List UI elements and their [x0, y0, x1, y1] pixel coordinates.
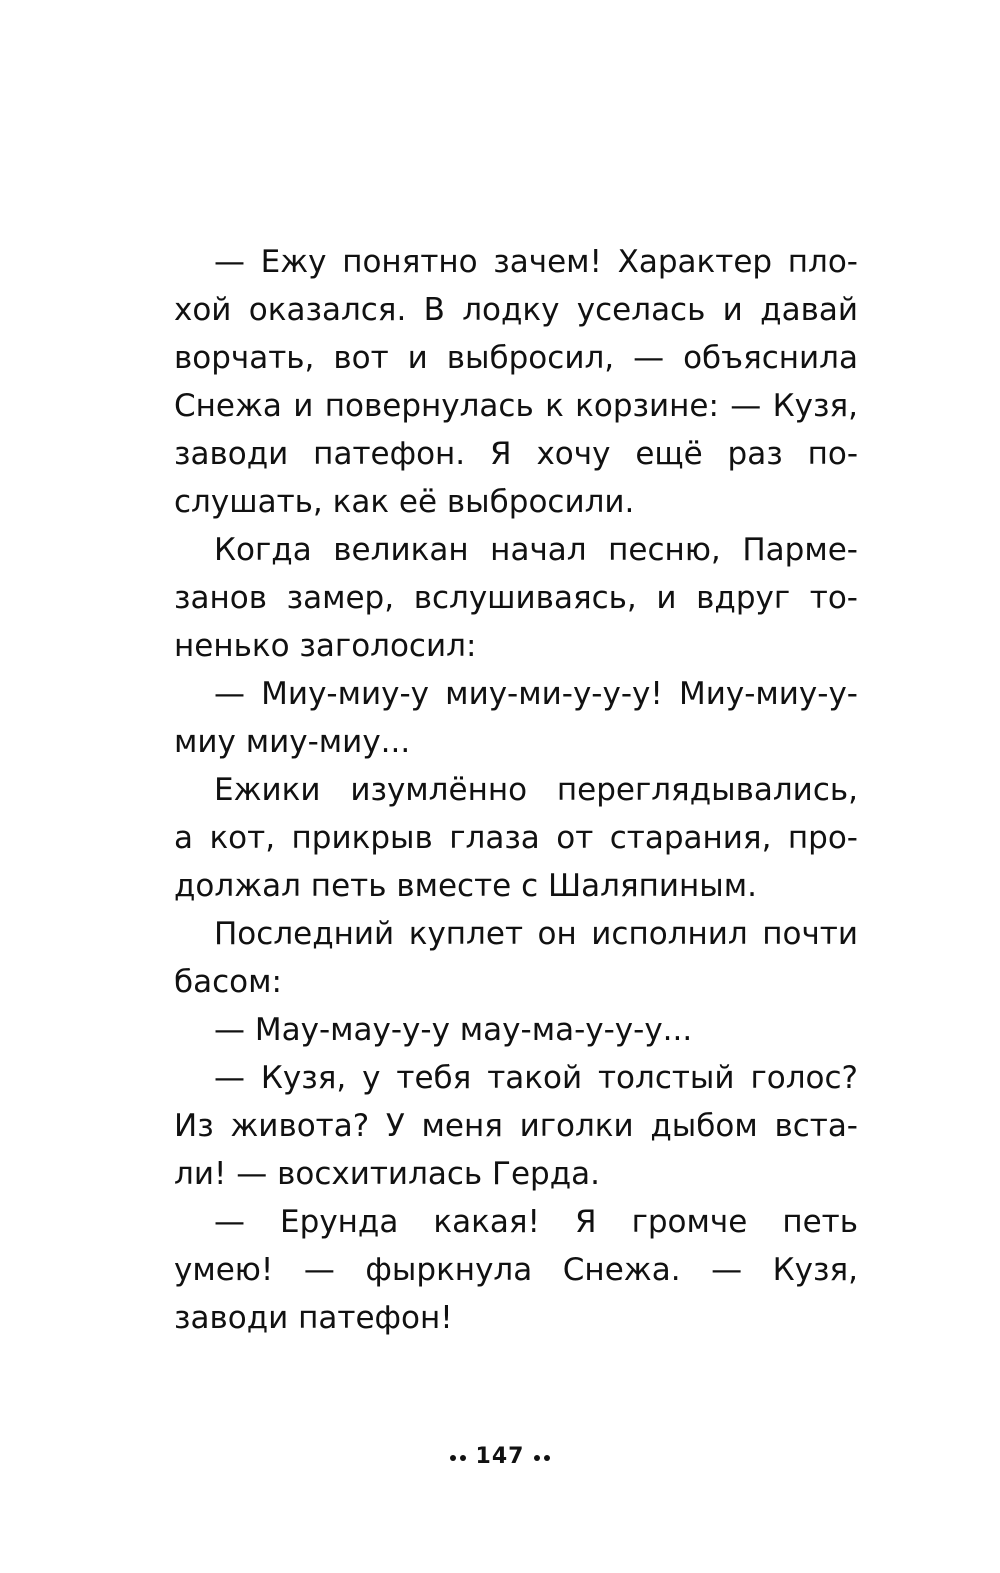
page-body-text: [174, 238, 858, 1342]
text-line-3: ворчать, вот и выбросил, — объяснила: [174, 340, 858, 376]
text-line-5: заводи патефон. Я хочу ещё раз по-: [174, 436, 858, 472]
text-line-19: Из живота? У меня иголки дыбом вста-: [174, 1108, 858, 1144]
text-line-21: — Ерунда какая! Я громче петь: [214, 1204, 858, 1240]
dots-right-icon: [532, 1445, 552, 1470]
text-line-12: Ежики изумлённо переглядывались,: [214, 772, 858, 808]
text-line-8: занов замер, вслушиваясь, и вдруг то-: [174, 580, 858, 616]
page-number-footer: [0, 1444, 1000, 1470]
text-line-2: хой оказался. В лодку уселась и давай: [174, 292, 858, 328]
text-line-15: Последний куплет он исполнил почти: [214, 916, 858, 952]
dots-left-icon: [448, 1445, 468, 1470]
text-line-14: должал петь вместе с Шаляпиным.: [174, 868, 757, 904]
text-line-22: умею! — фыркнула Снежа. — Кузя,: [174, 1252, 858, 1288]
text-line-17: — Мау-мау-у-у мау-ма-у-у-у...: [214, 1012, 693, 1048]
text-line-18: — Кузя, у тебя такой толстый голос?: [214, 1060, 858, 1096]
text-line-11: миу миу-миу...: [174, 724, 411, 760]
text-line-23: заводи патефон!: [174, 1300, 453, 1336]
text-line-4: Снежа и повернулась к корзине: — Кузя,: [174, 388, 858, 424]
page-number: 147: [475, 1444, 525, 1469]
text-line-20: ли! — восхитилась Герда.: [174, 1156, 600, 1192]
text-line-9: ненько заголосил:: [174, 628, 477, 664]
text-line-1: — Ежу понятно зачем! Характер пло-: [214, 244, 858, 280]
text-line-7: Когда великан начал песню, Парме-: [214, 532, 858, 568]
text-line-16: басом:: [174, 964, 282, 1000]
text-line-6: слушать, как её выбросили.: [174, 484, 635, 520]
text-line-13: а кот, прикрыв глаза от старания, про-: [174, 820, 858, 856]
text-line-10: — Миу-миу-у миу-ми-у-у-у! Миу-миу-у-: [214, 676, 858, 712]
